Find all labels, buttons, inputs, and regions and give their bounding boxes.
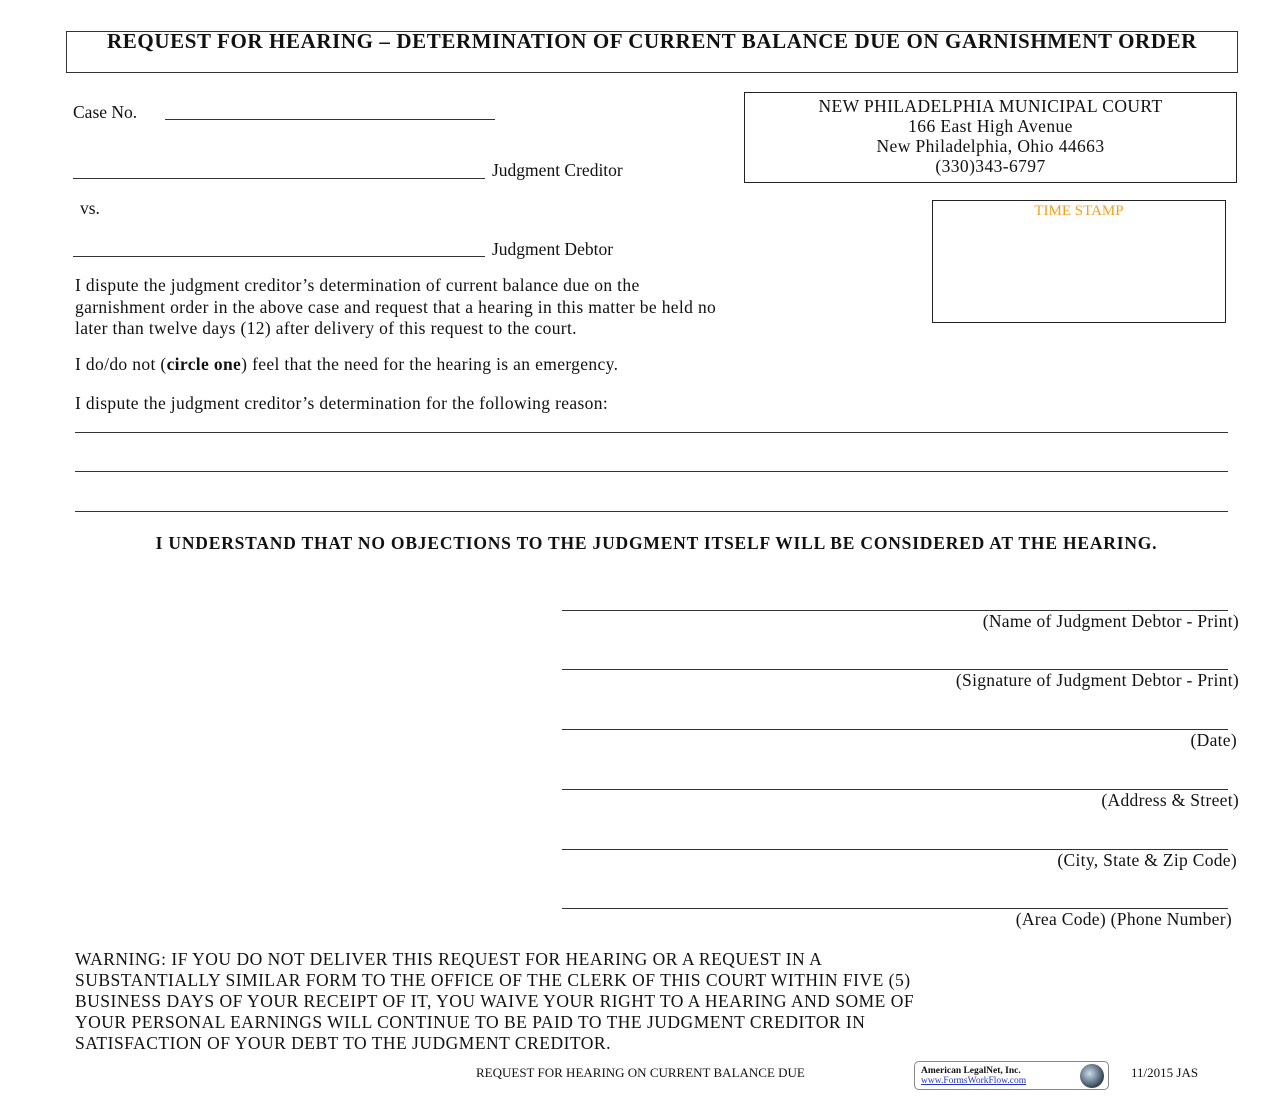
reason-label: I dispute the judgment creditor’s determination for the following reason:	[75, 393, 609, 413]
vs-label: vs.	[80, 198, 100, 218]
warning-line: YOUR PERSONAL EARNINGS WILL CONTINUE TO BE PAID TO THE JUDGMENT CREDITOR IN	[75, 1012, 866, 1032]
dispute-paragraph	[75, 275, 716, 340]
address-label: (Address & Street)	[1101, 790, 1239, 810]
warning-line: SATISFACTION OF YOUR DEBT TO THE JUDGMENT CREDITOR.	[75, 1033, 611, 1053]
globe-icon	[1080, 1064, 1104, 1088]
emergency-post: ) feel that the need for the hearing is an emergency.	[241, 354, 619, 374]
understand-statement: I UNDERSTAND THAT NO OBJECTIONS TO THE JUDGMENT ITSELF WILL BE CONSIDERED AT THE HEARING.	[155, 533, 1158, 553]
city-label: (City, State & Zip Code)	[1057, 850, 1237, 870]
dispute-line: garnishment order in the above case and request that a hearing in this matter be held no	[75, 296, 717, 317]
footer-form-name: REQUEST FOR HEARING ON CURRENT BALANCE DUE	[476, 1065, 805, 1080]
debtor-field[interactable]	[73, 256, 485, 257]
court-city: New Philadelphia, Ohio 44663	[876, 136, 1105, 156]
emergency-bold: circle one	[166, 354, 242, 374]
date-field[interactable]	[562, 729, 1228, 730]
brand-name: American LegalNet, Inc.	[921, 1066, 1021, 1076]
dispute-line: I dispute the judgment creditor’s determination of current balance due on the	[75, 275, 640, 295]
court-street: 166 East High Avenue	[908, 116, 1073, 136]
reason-line-3[interactable]	[75, 511, 1228, 512]
warning-line: BUSINESS DAYS OF YOUR RECEIPT OF IT, YOU WAIVE YOUR RIGHT TO A HEARING AND SOME OF	[75, 991, 915, 1011]
case-no-field[interactable]	[165, 119, 495, 120]
name-label: (Name of Judgment Debtor - Print)	[982, 611, 1239, 631]
case-no-label: Case No.	[73, 102, 138, 122]
dispute-line: later than twelve days (12) after delivery of this request to the court.	[75, 318, 577, 338]
warning-line: SUBSTANTIALLY SIMILAR FORM TO THE OFFICE OF THE CLERK OF THIS COURT WITHIN FIVE (5)	[75, 970, 911, 990]
debtor-label: Judgment Debtor	[492, 239, 614, 259]
time-stamp-box	[932, 200, 1226, 323]
creditor-label: Judgment Creditor	[492, 160, 623, 180]
reason-line-1[interactable]	[75, 432, 1228, 433]
time-stamp-label: TIME STAMP	[1034, 203, 1124, 219]
legalnet-badge	[914, 1061, 1109, 1090]
warning-text	[75, 949, 914, 1054]
emergency-statement	[75, 354, 618, 376]
phone-label: (Area Code) (Phone Number)	[1015, 909, 1232, 929]
court-info-box	[744, 92, 1237, 183]
reason-line-2[interactable]	[75, 471, 1228, 472]
signature-label: (Signature of Judgment Debtor - Print)	[955, 670, 1239, 690]
emergency-pre: I do/do not (	[75, 354, 167, 374]
court-name: NEW PHILADELPHIA MUNICIPAL COURT	[818, 96, 1163, 116]
footer-version: 11/2015 JAS	[1131, 1065, 1199, 1080]
warning-line: WARNING: IF YOU DO NOT DELIVER THIS REQUEST FOR HEARING OR A REQUEST IN A	[75, 949, 823, 969]
brand-link[interactable]: www.FormsWorkFlow.com	[921, 1076, 1027, 1086]
page-title: REQUEST FOR HEARING – DETERMINATION OF CURRENT BALANCE DUE ON GARNISHMENT ORDER	[107, 29, 1197, 53]
date-label: (Date)	[1190, 730, 1237, 750]
creditor-field[interactable]	[73, 178, 485, 179]
court-phone: (330)343-6797	[935, 156, 1046, 176]
